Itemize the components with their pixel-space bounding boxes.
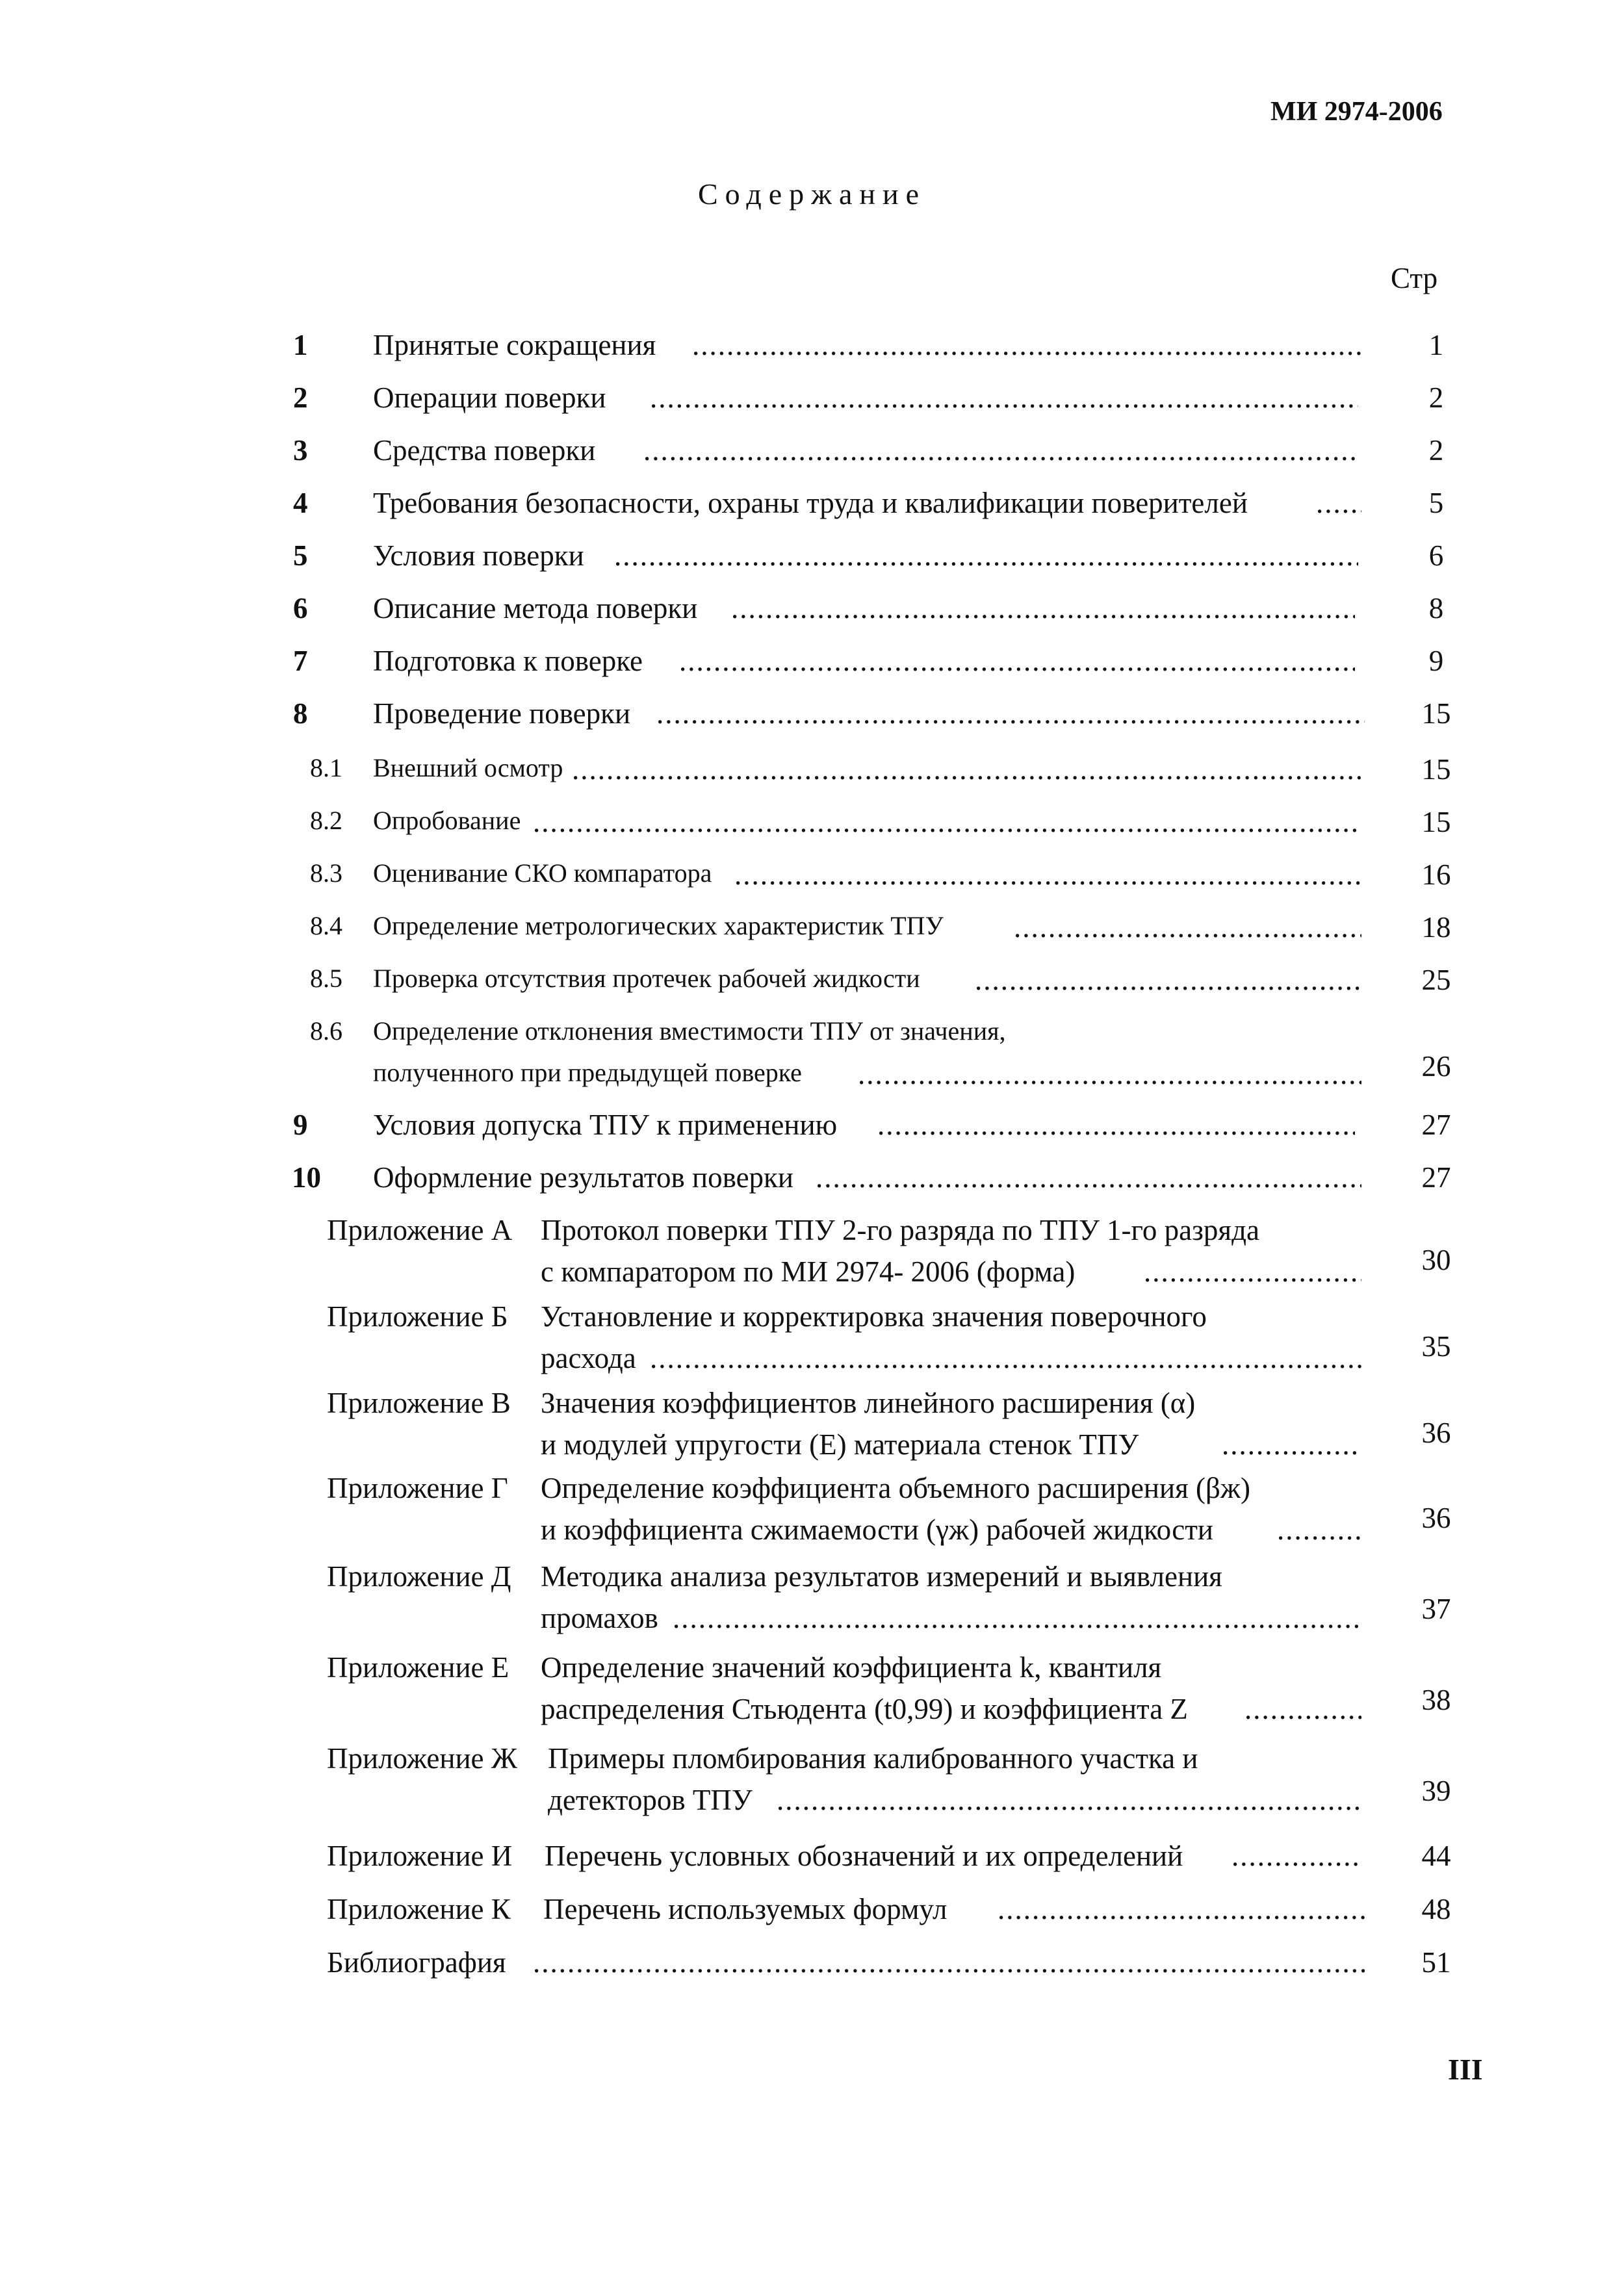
leader-dots: [679, 644, 1355, 678]
leader-dots: [1014, 910, 1361, 944]
appendix-page: 30: [1421, 1244, 1451, 1276]
toc-entry-text: Описание метода поверки: [373, 592, 698, 624]
toc-entry-page: 15: [1421, 697, 1451, 730]
toc-entry-number: 2: [293, 381, 308, 414]
toc-entry-text: Оценивание СКО компаратора: [373, 858, 712, 888]
toc-entry-page: 27: [1421, 1109, 1451, 1141]
appendix-label: Приложение Е: [327, 1651, 509, 1684]
leader-dots: [692, 328, 1361, 362]
appendix-label: Приложение Г: [327, 1472, 508, 1504]
leader-dots: [877, 1108, 1355, 1142]
appendix-page: 36: [1421, 1417, 1451, 1449]
leader-dots: [650, 381, 1358, 415]
toc-entry-page: 1: [1428, 329, 1444, 361]
toc-entry-text: Определение отклонения вместимости ТПУ от значения,: [373, 1016, 1006, 1046]
appendix-title-line1: Установление и корректировка значения поверочного: [541, 1300, 1207, 1333]
appendix-label: Приложение И: [327, 1840, 513, 1872]
appendix-title-line2: детекторов ТПУ: [548, 1784, 753, 1816]
appendix-title-line2: и коэффициента сжимаемости (γж) рабочей жидкости: [541, 1513, 1213, 1546]
appendix-title-line1: Перечень используемых формул: [543, 1893, 947, 1925]
toc-entry-number: 8.4: [310, 911, 342, 940]
leader-dots: [1316, 486, 1361, 520]
toc-entry-page: 2: [1428, 381, 1444, 414]
toc-entry-page: 2: [1428, 434, 1444, 467]
toc-entry-number: 8.2: [310, 806, 342, 835]
appendix-title-line1: Определение значений коэффициента k, квантиля: [541, 1651, 1162, 1684]
leader-dots: [1222, 1428, 1361, 1461]
toc-entry-number: 10: [292, 1161, 321, 1194]
toc-entry-text: Внешний осмотр: [373, 753, 563, 782]
bibliography-page: 51: [1421, 1946, 1451, 1979]
leader-dots: [858, 1057, 1361, 1091]
toc-entry-text: Принятые сокращения: [373, 329, 656, 361]
leader-dots: [1244, 1692, 1361, 1726]
toc-entry-page: 27: [1421, 1161, 1451, 1194]
toc-entry-text: Подготовка к поверке: [373, 645, 643, 677]
leader-dots: [533, 805, 1358, 839]
toc-entry-text: Проверка отсутствия протечек рабочей жидкости: [373, 964, 920, 993]
leader-dots: [656, 697, 1365, 730]
appendix-label: Приложение Б: [327, 1300, 508, 1333]
appendix-page: 35: [1421, 1330, 1451, 1363]
document-code: МИ 2974-2006: [1270, 97, 1443, 127]
toc-entry-number: 8.3: [310, 858, 342, 888]
appendix-title-line1: Перечень условных обозначений и их определений: [545, 1840, 1183, 1872]
leader-dots: [975, 963, 1361, 997]
page-column-header: Стр: [1391, 262, 1438, 294]
toc-entry-text: Проведение поверки: [373, 697, 631, 730]
toc-title: Содержание: [697, 177, 927, 211]
leader-dots: [572, 752, 1361, 786]
toc-entry-number: 8.1: [310, 753, 342, 782]
page-number: III: [1448, 2053, 1483, 2086]
appendix-page: 37: [1421, 1593, 1451, 1625]
leader-dots: [1277, 1513, 1361, 1547]
leader-dots: [614, 539, 1358, 572]
toc-entry-text: Требования безопасности, охраны труда и квалификации поверителей: [373, 487, 1248, 519]
appendix-page: 48: [1421, 1893, 1451, 1925]
appendix-page: 38: [1421, 1684, 1451, 1716]
leader-dots: [1144, 1255, 1361, 1289]
toc-entry-text: Опробование: [373, 806, 521, 835]
appendix-title-line2: расхода: [541, 1342, 636, 1374]
toc-entry-page: 15: [1421, 753, 1451, 786]
appendix-label: Приложение К: [327, 1893, 511, 1925]
toc-entry-page: 18: [1421, 911, 1451, 944]
appendix-title-line2: и модулей упругости (E) материала стенок ТПУ: [541, 1428, 1139, 1461]
appendix-page: 44: [1421, 1840, 1451, 1872]
toc-entry-page: 15: [1421, 806, 1451, 838]
bibliography-label: Библиография: [327, 1946, 506, 1979]
toc-entry-text: Условия допуска ТПУ к применению: [373, 1109, 838, 1141]
appendix-title-line2: распределения Стьюдента (t0,99) и коэффициента Z: [541, 1693, 1188, 1725]
toc-entry-number: 8.6: [310, 1016, 342, 1046]
toc-entry-number: 9: [293, 1109, 308, 1141]
leader-dots: [734, 858, 1361, 892]
toc-entry-page: 25: [1421, 964, 1451, 996]
appendix-label: Приложение Д: [327, 1560, 511, 1593]
appendix-title-line1: Протокол поверки ТПУ 2-го разряда по ТПУ 1-го разряда: [541, 1214, 1259, 1246]
toc-entry-number: 8: [293, 697, 308, 730]
toc-entry-text-line2: полученного при предыдущей поверке: [373, 1058, 802, 1087]
appendix-title-line1: Определение коэффициента объемного расширения (βж): [541, 1472, 1250, 1504]
appendix-label: Приложение В: [327, 1387, 511, 1419]
toc-entry-page: 16: [1421, 858, 1451, 891]
toc-entry-text: Средства поверки: [373, 434, 596, 467]
leader-dots: [643, 433, 1358, 467]
leader-dots: [998, 1892, 1365, 1926]
toc-entry-text: Операции поверки: [373, 381, 606, 414]
toc-entry-number: 8.5: [310, 964, 342, 993]
toc-entry-number: 5: [293, 539, 308, 572]
toc-entry-text: Определение метрологических характеристик ТПУ: [373, 911, 944, 940]
leader-dots: [533, 1946, 1365, 1979]
toc-entry-page: 6: [1428, 539, 1444, 572]
toc-entry-number: 3: [293, 434, 308, 467]
leader-dots: [777, 1783, 1361, 1817]
appendix-title-line1: Значения коэффициентов линейного расширения (α): [541, 1387, 1196, 1419]
appendix-label: Приложение А: [327, 1214, 513, 1246]
toc-entry-page: 9: [1428, 645, 1444, 677]
appendix-page: 39: [1421, 1775, 1451, 1807]
toc-entry-number: 6: [293, 592, 308, 624]
appendix-title-line1: Примеры пломбирования калиброванного участка и: [548, 1742, 1198, 1775]
appendix-title-line2: с компаратором по МИ 2974- 2006 (форма): [541, 1255, 1076, 1288]
toc-entry-page: 5: [1428, 487, 1444, 519]
toc-entry-text: Условия поверки: [373, 539, 584, 572]
leader-dots: [1231, 1839, 1361, 1873]
leader-dots: [673, 1601, 1361, 1635]
leader-dots: [731, 591, 1355, 625]
leader-dots: [650, 1341, 1365, 1375]
toc-entry-number: 7: [293, 645, 308, 677]
appendix-title-line2: промахов: [541, 1602, 658, 1634]
toc-entry-page: 8: [1428, 592, 1444, 624]
toc-entry-page: 26: [1421, 1050, 1451, 1083]
appendix-label: Приложение Ж: [327, 1742, 518, 1775]
toc-entry-number: 4: [293, 487, 308, 519]
leader-dots: [816, 1161, 1361, 1194]
toc-entry-number: 1: [293, 329, 308, 361]
appendix-title-line1: Методика анализа результатов измерений и выявления: [541, 1560, 1222, 1593]
appendix-page: 36: [1421, 1502, 1451, 1534]
toc-entry-text: Оформление результатов поверки: [373, 1161, 793, 1194]
